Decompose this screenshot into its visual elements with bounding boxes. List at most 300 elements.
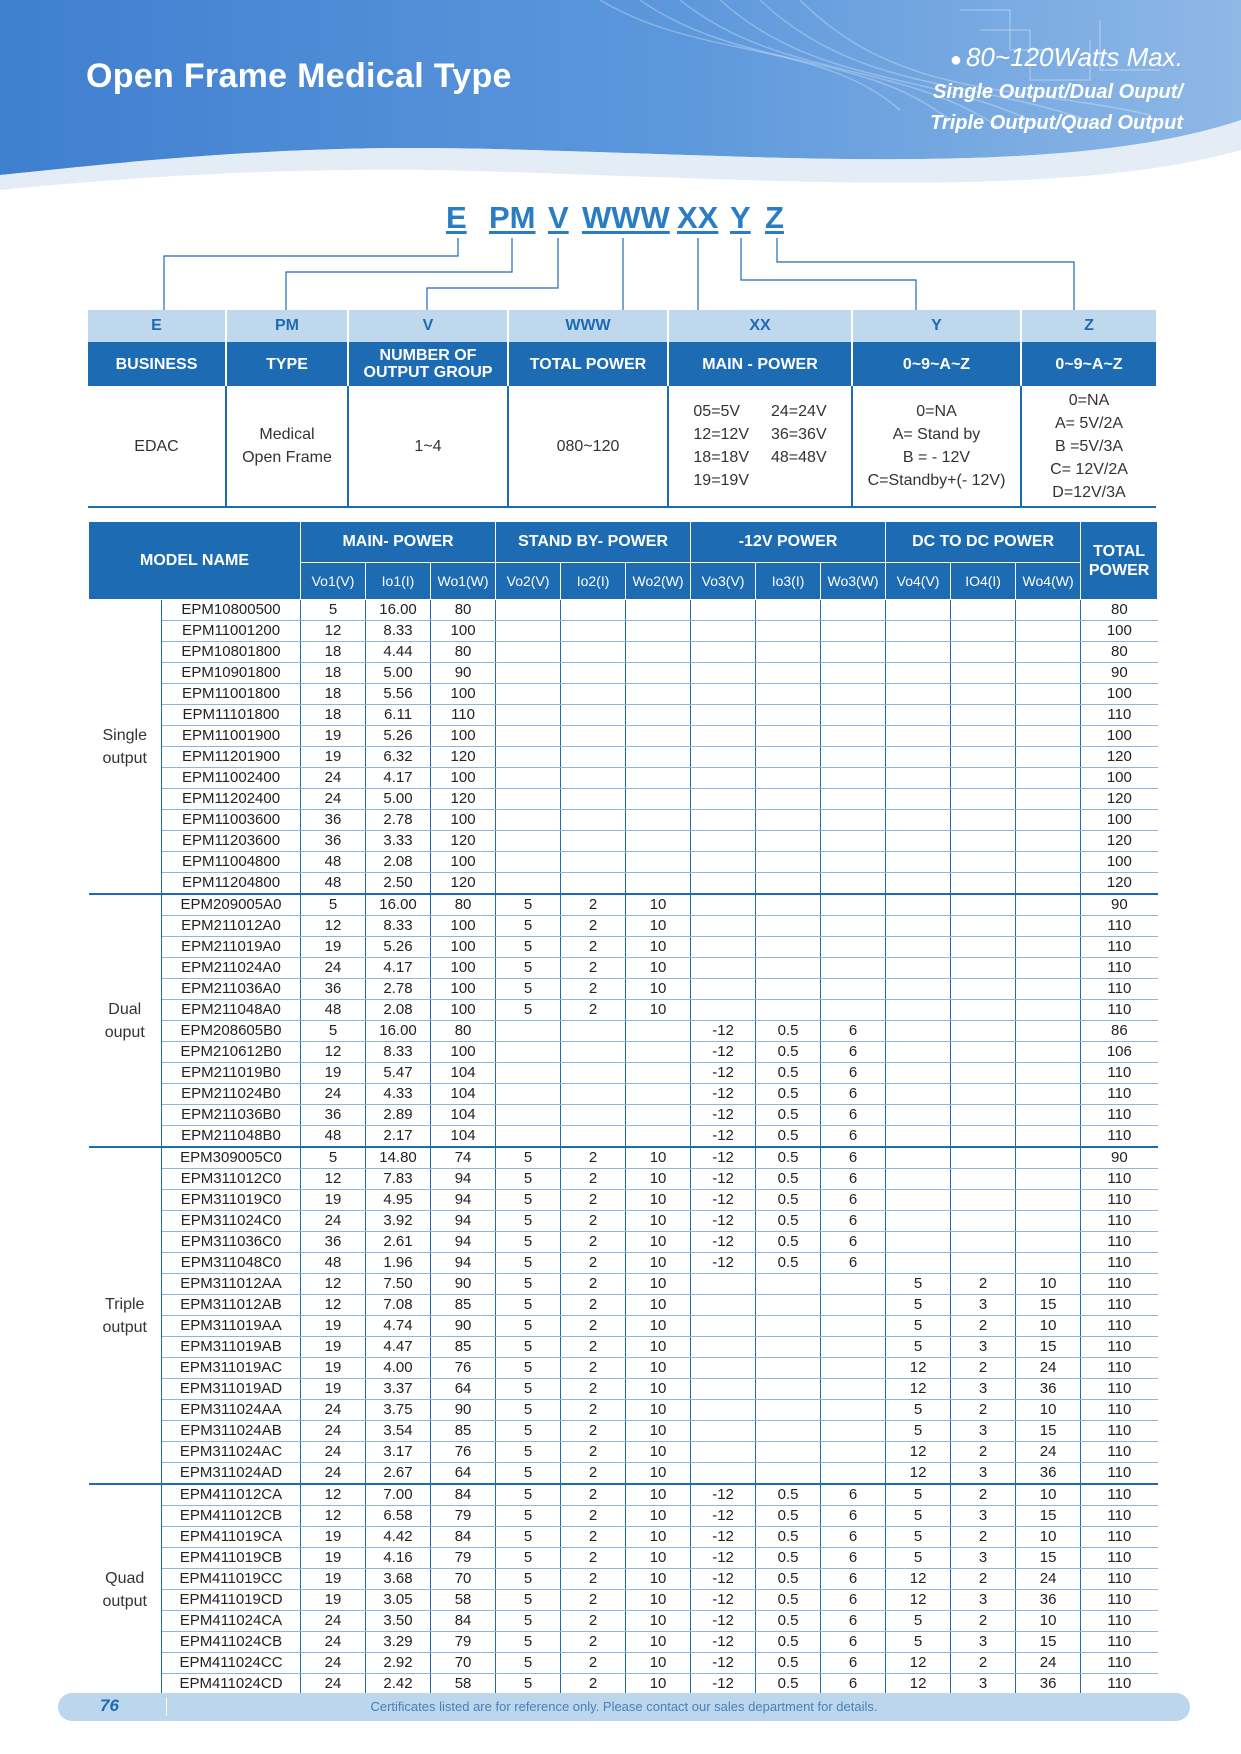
table-row — [89, 747, 1158, 768]
column-header: Io2(I) — [561, 563, 626, 600]
table-cell: 19 — [301, 1379, 366, 1400]
table-cell — [951, 705, 1016, 726]
table-cell: 24 — [301, 1653, 366, 1674]
table-cell: 76 — [431, 1442, 496, 1463]
total-power-cell: 110 — [1081, 1527, 1158, 1548]
table-cell: 6 — [821, 1590, 886, 1611]
table-cell — [691, 1274, 756, 1295]
total-power-cell: 110 — [1081, 1506, 1158, 1527]
table-cell: 5 — [496, 979, 561, 1000]
table-cell — [691, 684, 756, 705]
table-cell: 6 — [821, 1484, 886, 1506]
table-cell — [951, 1253, 1016, 1274]
column-header: IO4(I) — [951, 563, 1016, 600]
model-name-cell: EPM411024CD — [162, 1674, 301, 1696]
legend-letter-row — [88, 310, 1156, 342]
table-cell: 2 — [951, 1611, 1016, 1632]
table-row — [89, 726, 1158, 747]
table-cell: 2 — [561, 1527, 626, 1548]
table-cell: 14.80 — [366, 1147, 431, 1169]
total-power-cell: 110 — [1081, 979, 1158, 1000]
table-cell — [496, 1126, 561, 1148]
table-cell — [821, 1316, 886, 1337]
table-cell: 10 — [626, 979, 691, 1000]
table-cell — [561, 1042, 626, 1063]
table-cell: 2.50 — [366, 873, 431, 895]
table-cell — [1016, 1105, 1081, 1126]
total-power-cell: 110 — [1081, 1611, 1158, 1632]
table-cell: 6 — [821, 1063, 886, 1084]
table-cell: 19 — [301, 747, 366, 768]
table-cell — [691, 1337, 756, 1358]
table-cell: 104 — [431, 1126, 496, 1148]
table-cell: 94 — [431, 1232, 496, 1253]
table-cell — [626, 684, 691, 705]
table-row — [89, 958, 1158, 979]
table-cell — [1016, 621, 1081, 642]
table-cell: 3 — [951, 1421, 1016, 1442]
table-cell: 2 — [951, 1569, 1016, 1590]
table-cell — [886, 768, 951, 789]
table-cell: 3.05 — [366, 1590, 431, 1611]
total-power-cell: 100 — [1081, 768, 1158, 789]
table-cell: 0.5 — [756, 1042, 821, 1063]
table-cell: 94 — [431, 1253, 496, 1274]
table-cell — [821, 1442, 886, 1463]
table-cell — [496, 684, 561, 705]
table-cell: 100 — [431, 1000, 496, 1021]
table-cell — [496, 726, 561, 747]
table-cell — [691, 810, 756, 831]
table-cell: 24 — [301, 1463, 366, 1485]
table-cell: 12 — [886, 1379, 951, 1400]
table-cell: 8.33 — [366, 916, 431, 937]
table-cell: 2 — [561, 1316, 626, 1337]
table-cell: 2 — [561, 1442, 626, 1463]
table-cell: 5 — [886, 1421, 951, 1442]
column-header: Io1(I) — [366, 563, 431, 600]
table-cell: 15 — [1016, 1295, 1081, 1316]
table-cell: 5 — [496, 916, 561, 937]
table-cell: 10 — [1016, 1274, 1081, 1295]
table-cell: 2 — [561, 1274, 626, 1295]
model-name-cell: EPM311019C0 — [162, 1190, 301, 1211]
table-cell: 36 — [1016, 1379, 1081, 1400]
table-cell: 5 — [496, 1358, 561, 1379]
table-cell — [821, 621, 886, 642]
table-cell — [626, 747, 691, 768]
model-name-cell: EPM210612B0 — [162, 1042, 301, 1063]
table-cell: 100 — [431, 810, 496, 831]
table-cell: 24 — [301, 789, 366, 810]
table-cell — [626, 831, 691, 852]
table-cell — [756, 873, 821, 895]
table-cell: 90 — [431, 1400, 496, 1421]
table-cell: 2.61 — [366, 1232, 431, 1253]
table-cell: 5 — [496, 1295, 561, 1316]
table-cell: 5 — [496, 1506, 561, 1527]
model-name-cell: EPM311048C0 — [162, 1253, 301, 1274]
table-cell: 5 — [496, 1590, 561, 1611]
table-cell — [886, 1190, 951, 1211]
table-cell: 104 — [431, 1105, 496, 1126]
table-cell: 100 — [431, 726, 496, 747]
table-cell: 19 — [301, 1337, 366, 1358]
table-cell: 4.17 — [366, 958, 431, 979]
table-cell — [626, 873, 691, 895]
table-cell — [821, 684, 886, 705]
table-cell: 5 — [886, 1548, 951, 1569]
table-cell: 100 — [431, 937, 496, 958]
table-cell: 2 — [561, 1169, 626, 1190]
legend-z-value: 0=NA A= 5V/2A B =5V/3A C= 12V/2A D=12V/3A — [1021, 386, 1156, 507]
total-power-cell: 100 — [1081, 852, 1158, 873]
table-cell: 5 — [886, 1316, 951, 1337]
table-cell: 2 — [561, 1653, 626, 1674]
table-cell — [886, 831, 951, 852]
table-cell: 3 — [951, 1379, 1016, 1400]
table-cell — [821, 1400, 886, 1421]
table-cell: 2 — [561, 1674, 626, 1696]
table-cell — [561, 1126, 626, 1148]
table-cell: 24 — [301, 768, 366, 789]
table-cell — [1016, 726, 1081, 747]
table-cell: 2 — [951, 1442, 1016, 1463]
table-cell: 3.37 — [366, 1379, 431, 1400]
table-row — [89, 1358, 1158, 1379]
table-row — [89, 894, 1158, 916]
table-cell: -12 — [691, 1147, 756, 1169]
table-cell — [561, 747, 626, 768]
table-cell — [626, 1042, 691, 1063]
table-cell — [691, 1295, 756, 1316]
table-cell: 5 — [496, 1274, 561, 1295]
table-cell — [626, 600, 691, 621]
table-cell: 84 — [431, 1484, 496, 1506]
table-row — [89, 1653, 1158, 1674]
legend-letter: Z — [1021, 310, 1156, 342]
table-cell — [691, 916, 756, 937]
table-row — [89, 852, 1158, 873]
total-power-cell: 100 — [1081, 726, 1158, 747]
table-cell: 19 — [301, 1548, 366, 1569]
table-cell — [496, 768, 561, 789]
table-cell: 6 — [821, 1084, 886, 1105]
total-power-cell: 80 — [1081, 642, 1158, 663]
model-name-cell: EPM311019AD — [162, 1379, 301, 1400]
table-row — [89, 789, 1158, 810]
table-cell — [951, 1190, 1016, 1211]
table-cell — [951, 1042, 1016, 1063]
table-cell: 3 — [951, 1548, 1016, 1569]
table-cell: 6 — [821, 1021, 886, 1042]
table-cell: 90 — [431, 1316, 496, 1337]
table-row — [89, 663, 1158, 684]
table-cell — [821, 979, 886, 1000]
table-cell: 5 — [886, 1337, 951, 1358]
table-cell — [886, 663, 951, 684]
table-row — [89, 1421, 1158, 1442]
table-cell: 16.00 — [366, 894, 431, 916]
table-cell: 6 — [821, 1548, 886, 1569]
table-row — [89, 1105, 1158, 1126]
table-cell: 100 — [431, 916, 496, 937]
table-cell: 6 — [821, 1105, 886, 1126]
table-cell — [1016, 747, 1081, 768]
table-cell: 12 — [886, 1674, 951, 1696]
model-name-header: MODEL NAME — [89, 522, 301, 600]
table-cell — [951, 979, 1016, 1000]
table-cell — [821, 1379, 886, 1400]
table-cell: 10 — [626, 916, 691, 937]
bullet-dot-icon: ● — [949, 49, 962, 71]
table-cell: 10 — [626, 937, 691, 958]
table-cell: 94 — [431, 1169, 496, 1190]
table-cell — [1016, 1000, 1081, 1021]
table-cell: 18 — [301, 663, 366, 684]
model-name-cell: EPM11202400 — [162, 789, 301, 810]
table-cell: 5 — [496, 1400, 561, 1421]
table-cell: 6 — [821, 1674, 886, 1696]
table-cell — [561, 705, 626, 726]
table-cell: 2 — [561, 1569, 626, 1590]
table-cell: 5 — [496, 1632, 561, 1653]
table-cell: 19 — [301, 1569, 366, 1590]
table-cell — [691, 1379, 756, 1400]
table-cell: 10 — [626, 1611, 691, 1632]
group-label: Triple output — [89, 1147, 162, 1484]
code-letter-pm: PM — [489, 200, 536, 235]
table-cell: 2 — [951, 1484, 1016, 1506]
table-cell — [821, 1000, 886, 1021]
legend-category: 0~9~A~Z — [1021, 342, 1156, 386]
model-name-cell: EPM311024AB — [162, 1421, 301, 1442]
table-cell: 2.17 — [366, 1126, 431, 1148]
legend-total-power-value: 080~120 — [508, 386, 668, 507]
table-cell — [496, 1105, 561, 1126]
table-cell — [1016, 1253, 1081, 1274]
total-power-cell: 110 — [1081, 705, 1158, 726]
table-cell: 80 — [431, 1021, 496, 1042]
table-cell — [886, 1232, 951, 1253]
table-cell — [756, 852, 821, 873]
total-power-cell: 110 — [1081, 1253, 1158, 1274]
table-cell — [886, 916, 951, 937]
table-cell — [821, 600, 886, 621]
tagline-sub-2: Triple Output/Quad Output — [930, 112, 1183, 134]
table-cell — [951, 768, 1016, 789]
table-cell: 6 — [821, 1232, 886, 1253]
footer-note: Certificates listed are for reference only. Please contact our sales department for details. — [370, 1699, 878, 1714]
total-power-cell: 110 — [1081, 1400, 1158, 1421]
table-row — [89, 1400, 1158, 1421]
table-cell — [496, 1021, 561, 1042]
legend-category: TYPE — [226, 342, 348, 386]
table-cell — [756, 684, 821, 705]
total-power-cell: 110 — [1081, 1126, 1158, 1148]
table-cell: 5 — [301, 600, 366, 621]
table-cell — [951, 1000, 1016, 1021]
table-cell — [756, 1442, 821, 1463]
table-cell — [886, 621, 951, 642]
table-cell — [691, 726, 756, 747]
table-cell: 3 — [951, 1674, 1016, 1696]
table-cell — [886, 1126, 951, 1148]
total-power-cell: 110 — [1081, 1084, 1158, 1105]
table-cell: 2 — [561, 1506, 626, 1527]
table-cell — [691, 768, 756, 789]
model-name-cell: EPM11004800 — [162, 852, 301, 873]
table-cell: 79 — [431, 1548, 496, 1569]
table-cell: 64 — [431, 1379, 496, 1400]
model-name-cell: EPM311019AC — [162, 1358, 301, 1379]
table-row — [89, 1316, 1158, 1337]
total-power-cell: 110 — [1081, 1105, 1158, 1126]
table-cell: 5 — [496, 1442, 561, 1463]
table-cell: -12 — [691, 1569, 756, 1590]
table-cell: 10 — [626, 1527, 691, 1548]
table-cell — [496, 705, 561, 726]
legend-main-power-value: 05=5V 12=12V 18=18V 19=19V 24=24V 36=36V 48=48V — [668, 386, 852, 507]
table-cell — [886, 852, 951, 873]
table-cell: 5 — [886, 1295, 951, 1316]
table-cell: 0.5 — [756, 1548, 821, 1569]
table-cell — [951, 1063, 1016, 1084]
table-cell — [951, 663, 1016, 684]
table-cell: 10 — [626, 1569, 691, 1590]
table-cell — [496, 810, 561, 831]
table-row — [89, 873, 1158, 895]
table-cell: 0.5 — [756, 1611, 821, 1632]
table-cell — [1016, 1232, 1081, 1253]
table-cell: 84 — [431, 1611, 496, 1632]
table-cell: 110 — [431, 705, 496, 726]
table-cell — [821, 1421, 886, 1442]
table-cell — [496, 747, 561, 768]
table-cell — [951, 831, 1016, 852]
legend-category: TOTAL POWER — [508, 342, 668, 386]
table-cell — [756, 726, 821, 747]
table-cell — [886, 1211, 951, 1232]
table-cell — [691, 621, 756, 642]
total-power-cell: 110 — [1081, 1569, 1158, 1590]
table-cell: 2 — [561, 979, 626, 1000]
table-cell — [496, 831, 561, 852]
table-row — [89, 1463, 1158, 1485]
table-cell: 24 — [301, 1611, 366, 1632]
table-cell: 5 — [496, 1484, 561, 1506]
table-cell: 64 — [431, 1463, 496, 1485]
table-cell — [886, 705, 951, 726]
table-cell: 0.5 — [756, 1653, 821, 1674]
table-cell: 6 — [821, 1190, 886, 1211]
table-cell — [886, 726, 951, 747]
table-cell — [496, 600, 561, 621]
code-legend-table — [88, 310, 1156, 508]
total-power-cell: 106 — [1081, 1042, 1158, 1063]
code-letter-v: V — [548, 200, 569, 235]
model-name-cell: EPM411019CC — [162, 1569, 301, 1590]
model-name-cell: EPM311012AA — [162, 1274, 301, 1295]
table-cell — [561, 642, 626, 663]
table-cell: 5 — [496, 1169, 561, 1190]
table-cell — [821, 726, 886, 747]
legend-category: 0~9~A~Z — [852, 342, 1021, 386]
total-power-cell: 110 — [1081, 1379, 1158, 1400]
table-cell: 90 — [431, 1274, 496, 1295]
table-cell — [561, 852, 626, 873]
table-cell: 16.00 — [366, 600, 431, 621]
table-cell: 85 — [431, 1337, 496, 1358]
model-name-cell: EPM309005C0 — [162, 1147, 301, 1169]
table-cell: 6 — [821, 1506, 886, 1527]
table-cell: 5 — [301, 1147, 366, 1169]
table-cell: 5 — [886, 1611, 951, 1632]
table-cell — [626, 663, 691, 684]
table-cell — [561, 1105, 626, 1126]
table-cell — [886, 894, 951, 916]
table-cell: 15 — [1016, 1506, 1081, 1527]
table-cell: 10 — [626, 1169, 691, 1190]
table-cell — [691, 852, 756, 873]
table-cell — [756, 1421, 821, 1442]
total-power-cell: 110 — [1081, 1316, 1158, 1337]
table-cell: 24 — [301, 1084, 366, 1105]
table-cell: 104 — [431, 1063, 496, 1084]
table-cell: 5 — [496, 937, 561, 958]
table-cell: 15 — [1016, 1632, 1081, 1653]
table-cell — [561, 621, 626, 642]
table-cell — [626, 810, 691, 831]
table-cell — [561, 663, 626, 684]
model-name-cell: EPM10800500 — [162, 600, 301, 621]
table-cell: 85 — [431, 1421, 496, 1442]
total-power-cell: 110 — [1081, 1232, 1158, 1253]
table-cell — [951, 726, 1016, 747]
table-cell: 0.5 — [756, 1169, 821, 1190]
table-cell: 5.26 — [366, 937, 431, 958]
table-cell: 2 — [561, 1211, 626, 1232]
model-name-cell: EPM11002400 — [162, 768, 301, 789]
table-cell: 2 — [561, 1632, 626, 1653]
model-spec-table — [88, 521, 1158, 1696]
table-cell: 19 — [301, 1190, 366, 1211]
table-cell: 5 — [496, 1527, 561, 1548]
table-cell: 4.16 — [366, 1548, 431, 1569]
table-cell: 18 — [301, 684, 366, 705]
table-cell — [886, 1000, 951, 1021]
model-name-cell: EPM11201900 — [162, 747, 301, 768]
table-cell: 12 — [301, 1506, 366, 1527]
total-power-cell: 110 — [1081, 1421, 1158, 1442]
table-cell: 90 — [431, 663, 496, 684]
table-cell — [626, 621, 691, 642]
table-cell — [886, 789, 951, 810]
table-cell — [496, 1084, 561, 1105]
table-cell: 5 — [301, 894, 366, 916]
table-cell — [886, 1253, 951, 1274]
legend-letter: WWW — [508, 310, 668, 342]
table-cell — [626, 1021, 691, 1042]
table-cell: 2 — [561, 1253, 626, 1274]
table-cell: 19 — [301, 1063, 366, 1084]
table-cell — [691, 600, 756, 621]
table-cell — [756, 705, 821, 726]
table-cell — [1016, 1169, 1081, 1190]
table-cell: 100 — [431, 979, 496, 1000]
table-cell: -12 — [691, 1169, 756, 1190]
table-cell: 2.78 — [366, 810, 431, 831]
